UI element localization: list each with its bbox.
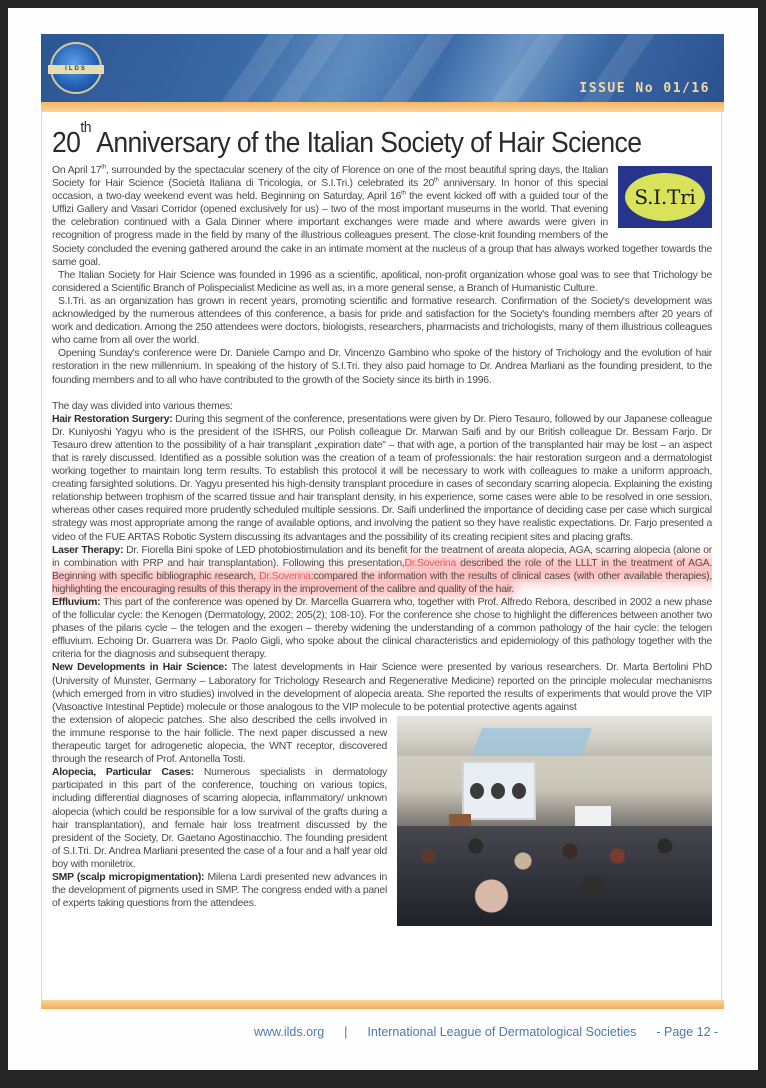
footer-organization: International League of Dermatological Societies — [367, 1025, 637, 1039]
audience — [397, 826, 712, 926]
intro-paragraph-1: On April 17th, surrounded by the spectacular scenery of the city of Florence on one of the most beautiful spring days, the Italian Society for Hair Science (Società Italiana di Tricologia, or S.I.Tri.) celebrated its 20th anniversary. In honor of this special occasion, a two-day weekend event was held. Beginning on Saturday, April 16th the event kicked off with a guided tour of the Uffizi Gallery and Vasari Corridor (opened exclusively for us) – two of the most important museums in the world. That evening the celebration continued with a Gala Dinner where important exchanges were made and where awards were given in recognition of progress made in the field by many of the illustrious colleagues present. The close-knit founding members of the Society concluded the evening gathered around the cake in an intimate moment at the nucleus of a group that has always worked together towards the same goal. — [52, 164, 712, 268]
article-body — [52, 164, 712, 926]
footer-separator: | — [344, 1025, 348, 1039]
conference-photo — [397, 716, 712, 926]
page-sheet — [8, 8, 758, 1070]
ilds-logo-icon — [50, 42, 102, 94]
themes-intro: The day was divided into various themes: — [52, 400, 233, 412]
section-effluvium: Effluvium: This part of the conference was opened by Dr. Marcella Guarrera who, together with Prof. Alfredo Rebora, described in 2002 a new phase of the follicular cycle: the Kenogen (Dermatology, 2002; 205(2); 108-10). For the conference she chose to highlight the differences between another two phases of the pilaris cycle – the telogen and the exogen – thereby widening the understanding of a common pathology of the hair cycle: the telogen effluvium. Echoing Dr. Guarrera was Dr. Paolo Gigli, who spoke about the clinical characteristics and epidemiology of this pathology together with the criteria for the diagnosis and subsequent therapy. — [52, 597, 712, 661]
projection-screen — [462, 761, 536, 820]
intro-paragraph-4: Opening Sunday's conference were Dr. Daniele Campo and Dr. Vincenzo Gambino who spoke of the history of Trichology and the evolution of hair restoration in the new millennium. In speaking of the history of S.I.Tri. they also paid homage to Dr. Andrea Marliani as the founding president, to the founding members and to all who have contributed to the growth of the Society since its birth in 1996. — [52, 348, 712, 386]
sitri-logo — [618, 166, 712, 228]
doctor-name: Dr.Soverina — [404, 557, 457, 569]
section-smp: SMP (scalp micropigmentation): Milena Lardi presented new advances in the development of pigments used in SMP. The congress ended with a panel of experts taking questions from the attendees. — [52, 871, 387, 910]
section-laser-therapy: Laser Therapy: Dr. Fiorella Bini spoke of LED photobiostimulation and its benefit for the treatment of areata alopecia, AGA, scarring alopecia (alone or in combination with PRP and hair transplantation). Following this presentation,Dr.Soverina described the role of the LLLT in the treatment of AGA. Beginning with specific bibliographic research, Dr.Soverina:compared the information with the results of clinical cases (with other available therapies), highlighting the encouraging results of this therapy in the improvement of the calibre and quality of the hair. — [52, 544, 712, 595]
doctor-name: Dr.Soverina — [259, 570, 311, 582]
header-orange-bar — [41, 102, 724, 112]
article-title: 20th Anniversary of the Italian Society of Hair Science — [52, 119, 642, 159]
ilds-logo-text: ILDS — [48, 65, 104, 74]
footer — [8, 1025, 758, 1059]
sitri-logo-text: S.I.Tri — [625, 173, 705, 221]
header-banner — [41, 34, 724, 102]
footer-page-number: - Page 12 - — [656, 1025, 719, 1039]
footer-orange-bar — [41, 1000, 724, 1009]
section-new-developments: New Developments in Hair Science: The latest developments in Hair Science were presented by various researchers. Dr. Marta Bertolini PhD (University of Munster, Germany – Laboratory for Trichology Research and Regenerative Medicine) reported on the principle molecular mechanisms (which emerged from in vitro studies) involved in the development of alopecia areata. She reported the results of experiments that would prove the VIP (Vasoactive Intestinal Peptide) molecule or those analogous to the VIP molecule to be potential protective agents against — [52, 662, 713, 713]
intro-paragraph-2: The Italian Society for Hair Science was founded in 1996 as a scientific, apolitical, non-profit organization whose goal was to see that Trichology be considered a Scientific Branch of Polispecialist Medicine as well as, in a more general sense, a Branch of Humanistic Culture. — [52, 269, 712, 294]
section-alopecia-cases: Alopecia, Particular Cases: Numerous specialists in dermatology participated in this part of the conference, touching on various topics, including differential diagnoses of scarring alopecia, inflammatory/ unknown alopecia (which could be responsible for a low survival of the grafts during a hair transplantation), and female hair loss treatment discussed by the president of the Society, Dr. Gaetano Agostinacchio. The founding president of S.I.Tri. Dr. Andrea Marliani presented the case of a four and a half year old boy with moniletrix. — [52, 767, 387, 870]
footer-website-link[interactable]: www.ilds.org — [254, 1025, 325, 1039]
intro-paragraph-3: S.I.Tri. as an organization has grown in recent years, promoting scientific and formative research. Confirmation of the Society's development was acknowledged by the numerous attendees of this conference, a basis for pride and satisfaction for the Society's founding members after 20 years of work and dedication. Among the 250 attendees were doctors, biologists, researchers, pharmacists and trichologists, many of them illustrious colleagues who came from all over the world. — [52, 295, 712, 347]
section-hair-restoration: Hair Restoration Surgery: During this segment of the conference, presentations were given by Dr. Piero Tesauro, followed by our Japanese colleague Dr. Kuniyoshi Yagyu who is the president of the ISHRS, our Polish colleague Dr. Marwan Saifi and by our British colleague Dr. Bessam Farjo. Dr Tesauro drew attention to the possibility of a hair transplant „expiration date" – that with age, a portion of the transplanted hair may be lost – an aspect that is rarely discussed. Identified as a possible solution was the creation of a team of professionals: the hair restoration surgeon and a dermatologist working together to maintain long term results. To establish this protocol it will be necessary to work with colleagues to make a uniform approach, creating farsighted solutions. Dr. Yagyu presented his high-density transplant procedure in cases of secondary scarring alopecia. Explaining the existing relationship between trophism of the scarred tissue and hair transplant density, in his experience, some cases were able to be resolved in one session, whereas other cases required more prudently scheduled multiple sessions. Dr. Saifi underlined the importance of deciding case per case which surgical strategy was most appropriate among the range of available options, and involving the patient so they have realistic expectations. Dr. Farjo presented a video of the FUE ARTAS Robotic System discussing its advantages and the possibility of its creating recipient sites and placing grafts. — [52, 413, 712, 543]
content-box — [41, 112, 722, 1000]
issue-number: ISSUE No 01/16 — [579, 81, 710, 96]
section-new-developments-cont: the extension of alopecic patches. She also described the cells involved in the immune response to the hair follicle. The next paper discussed a new therapeutic target for adrogenetic alopecia, the WNT receptor, discovered through the research of Prof. Antonella Tosti. — [52, 714, 387, 766]
